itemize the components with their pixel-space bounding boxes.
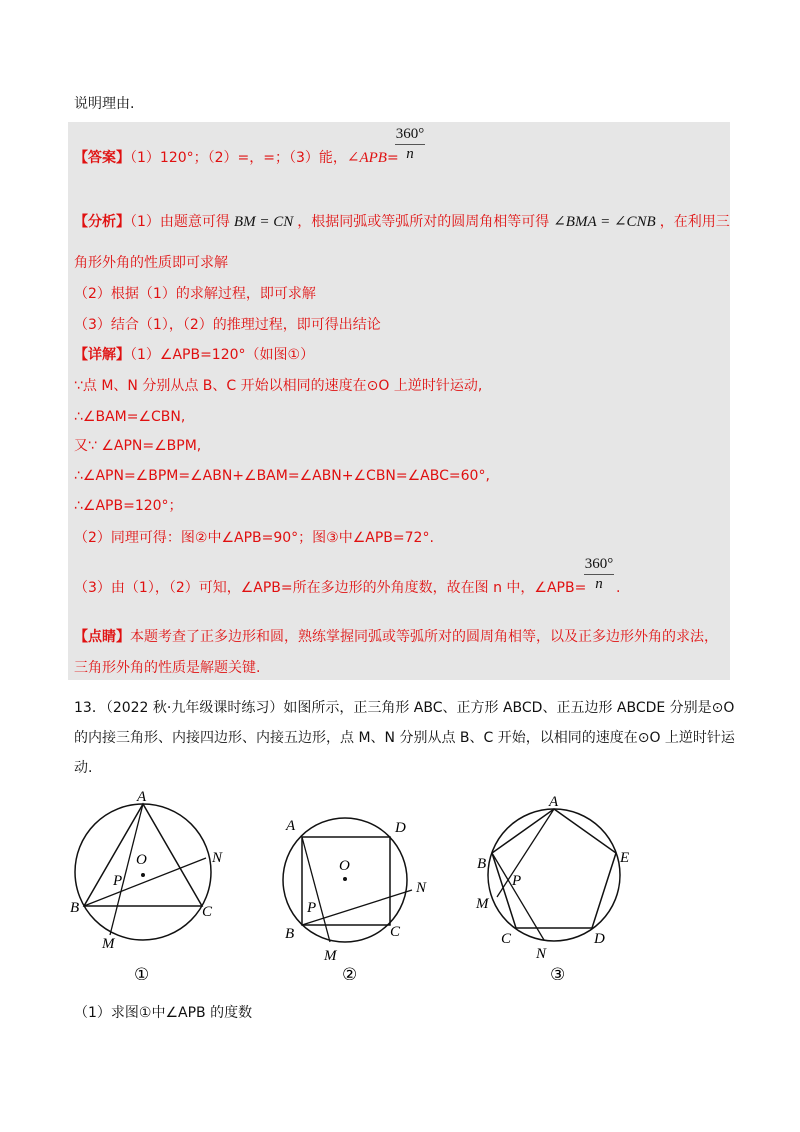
analysis-text-1: （1）由题意可得 bbox=[130, 214, 230, 230]
fig2-label-P: P bbox=[307, 900, 317, 916]
answer-tag: 【答案】 bbox=[74, 150, 130, 166]
detail-line-3: ∴∠BAM=∠CBN, bbox=[74, 409, 186, 425]
answer-fraction-num: 360° bbox=[395, 126, 425, 142]
fraction-bar bbox=[584, 574, 614, 575]
answer-eq: = bbox=[386, 150, 399, 166]
detail-fraction-den: n bbox=[595, 576, 603, 592]
fig3-label-N: N bbox=[536, 946, 547, 962]
fig1-label-B: B bbox=[70, 900, 80, 916]
fig2-label-C: C bbox=[390, 924, 401, 940]
arc-equation: BM = CN bbox=[233, 214, 294, 230]
fig2-label-N: N bbox=[416, 880, 427, 896]
answer-text: （1）120°；（2）=，=；（3）能， bbox=[130, 150, 347, 166]
detail-fraction-num: 360° bbox=[584, 556, 614, 572]
fig3-caption: ③ bbox=[550, 965, 566, 980]
answer-angle: ∠APB bbox=[346, 150, 387, 166]
analysis-text-3: ，在利用三 bbox=[659, 214, 730, 230]
detail-line-7: （2）同理可得：图②中∠APB=90°；图③中∠APB=72°. bbox=[74, 530, 434, 546]
fig3-label-P: P bbox=[512, 873, 522, 889]
detail-fraction bbox=[584, 556, 614, 593]
detail-line-6: ∴∠APB=120°； bbox=[74, 498, 183, 514]
fig1-caption: ① bbox=[134, 965, 150, 980]
comment-tag: 【点睛】 bbox=[74, 629, 130, 645]
comment-text-1: 本题考查了正多边形和圆，熟练掌握同弧或等弧所对的圆周角相等，以及正多边形外角的求法， bbox=[130, 629, 718, 645]
comment-line-1 bbox=[74, 627, 718, 647]
fig3-label-D: D bbox=[594, 931, 605, 947]
figure-3-pentagon bbox=[470, 790, 640, 980]
fig3-label-E: E bbox=[620, 850, 630, 866]
fig3-label-A: A bbox=[549, 794, 559, 810]
question-line-3: 动. bbox=[74, 760, 93, 776]
fig2-label-A: A bbox=[286, 818, 296, 834]
question-line-2: 的内接三角形、内接四边形、内接五边形，点 M、N 分别从点 B、C 开始，以相同的速度在⊙O 上逆时针运 bbox=[74, 730, 735, 746]
detail-line-8 bbox=[74, 578, 586, 598]
analysis-text-2: ，根据同弧或等弧所对的圆周角相等可得 bbox=[297, 214, 550, 230]
fig2-label-O: O bbox=[339, 858, 350, 874]
fig1-label-C: C bbox=[202, 904, 213, 920]
fig2-label-B: B bbox=[285, 926, 295, 942]
fig1-label-M: M bbox=[102, 936, 115, 952]
angle-equation: ∠BMA = ∠CNB bbox=[553, 214, 656, 230]
fig1-label-A: A bbox=[137, 789, 147, 805]
fraction-bar bbox=[395, 144, 425, 145]
fig2-label-M: M bbox=[324, 948, 337, 964]
detail-line-8-end: . bbox=[616, 580, 621, 596]
question-line-1: 13．（2022 秋·九年级课时练习）如图所示，正三角形 ABC、正方形 ABCD、正五边形 ABCDE 分别是⊙O bbox=[74, 700, 735, 716]
analysis-line-3: （2）根据（1）的求解过程，即可求解 bbox=[74, 286, 316, 302]
detail-text-8: （3）由（1），（2）可知，∠APB=所在多边形的外角度数，故在图 n 中，∠APB= bbox=[74, 580, 587, 596]
analysis-tag: 【分析】 bbox=[74, 214, 130, 230]
comment-line-2: 三角形外角的性质是解题关键. bbox=[74, 660, 261, 676]
sub-question-1: （1）求图①中∠APB 的度数 bbox=[74, 1005, 253, 1021]
answer-fraction-den: n bbox=[406, 146, 414, 162]
intro-line: 说明理由. bbox=[74, 96, 135, 112]
answer-line bbox=[74, 148, 399, 168]
figure-1-triangle bbox=[66, 780, 226, 980]
detail-line-4: 又∵ ∠APN=∠BPM, bbox=[74, 438, 202, 454]
detail-text-1: （1）∠APB=120°（如图①） bbox=[130, 347, 315, 363]
fig1-label-N: N bbox=[212, 850, 223, 866]
detail-line-2: ∵点 M、N 分别从点 B、C 开始以相同的速度在⊙O 上逆时针运动, bbox=[74, 378, 483, 394]
answer-fraction bbox=[395, 126, 425, 163]
detail-line-1 bbox=[74, 345, 314, 365]
fig2-label-D: D bbox=[395, 820, 406, 836]
fig2-caption: ② bbox=[342, 965, 358, 980]
fig3-label-C: C bbox=[501, 931, 512, 947]
analysis-line-1 bbox=[74, 212, 730, 232]
fig3-label-B: B bbox=[477, 856, 487, 872]
figure-2-square bbox=[278, 812, 438, 980]
analysis-line-2: 角形外角的性质即可求解 bbox=[74, 255, 228, 271]
fig1-label-P: P bbox=[113, 873, 123, 889]
fig3-label-M: M bbox=[476, 896, 489, 912]
analysis-line-4: （3）结合（1），（2）的推理过程，即可得出结论 bbox=[74, 317, 381, 333]
fig1-label-O: O bbox=[136, 852, 147, 868]
detail-tag: 【详解】 bbox=[74, 347, 130, 363]
detail-line-5: ∴∠APN=∠BPM=∠ABN+∠BAM=∠ABN+∠CBN=∠ABC=60°, bbox=[74, 468, 490, 484]
